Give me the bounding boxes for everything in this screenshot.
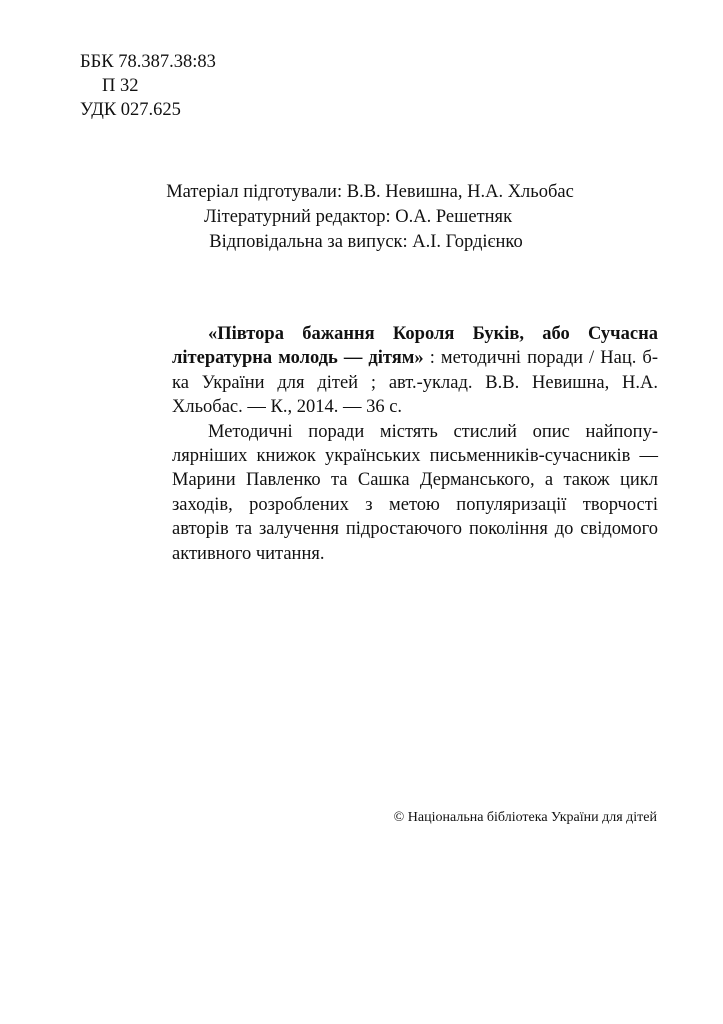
prepared-by-line: Матеріал підготували: В.В. Невишна, Н.А. Хльобас bbox=[166, 182, 574, 202]
credits-block bbox=[100, 180, 640, 255]
annotation-description: Методичні поради містять стислий опис найпопулярніших книжок українських письменників-сучасників — Марини Павленко та Сашка Дерманського, а також цикл заходів, розроблених з метою популяризації творчості авторів та залучення підростаючого покоління до свідомого активного читання. bbox=[172, 421, 658, 564]
copyright-notice: © Національна бібліотека України для дітей bbox=[393, 810, 657, 825]
author-mark: П 32 bbox=[102, 76, 139, 96]
responsible-line: Відповідальна за випуск: А.І. Гордієнко bbox=[209, 232, 523, 252]
literary-editor-line: Літературний редактор: О.А. Решетняк bbox=[203, 207, 513, 227]
catalog-indices bbox=[80, 50, 216, 122]
annotation-block bbox=[172, 322, 658, 566]
bibliographic-details: : методичні поради / Нац. б-ка України для дітей ; авт.-уклад. В.В. Невишна, Н.А. Хльобас. — К., 2014. — 36 с. bbox=[172, 348, 658, 418]
book-title: «Півтора бажання Короля Буків, або Сучасна літературна молодь — дітям» bbox=[172, 324, 658, 369]
udk-index: УДК 027.625 bbox=[80, 100, 181, 120]
bibliographic-record bbox=[172, 322, 658, 420]
bbk-index: ББК 78.387.38:83 bbox=[80, 52, 216, 72]
